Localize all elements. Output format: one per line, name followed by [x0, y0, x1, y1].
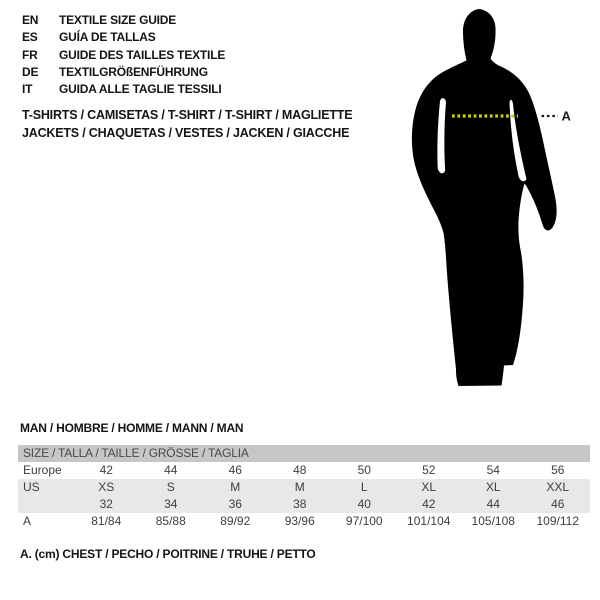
table-cell: 54 — [486, 463, 500, 477]
table-cell: 50 — [357, 463, 371, 477]
man-silhouette-svg — [400, 0, 600, 400]
table-cell: 105/108 — [471, 514, 515, 528]
footnote-chest-measure: A. (cm) CHEST / PECHO / POITRINE / TRUHE / PETTO — [20, 547, 316, 561]
table-cell: 89/92 — [220, 514, 251, 528]
table-cell: XL — [421, 480, 437, 494]
table-cell: 52 — [422, 463, 436, 477]
table-cell: 85/88 — [155, 514, 186, 528]
lang-label: TEXTILGRÖßENFÜHRUNG — [59, 64, 208, 79]
table-row-us-letter — [18, 479, 590, 496]
garment-line-jackets: JACKETS / CHAQUETAS / VESTES / JACKEN / GIACCHE — [22, 126, 350, 140]
table-cell: S — [166, 480, 175, 494]
lang-row-en — [22, 12, 225, 29]
lang-label: GUIDA ALLE TAGLIE TESSILI — [59, 82, 222, 97]
table-cell: 40 — [357, 497, 371, 511]
row-label: A — [23, 514, 32, 528]
lang-label: TEXTILE SIZE GUIDE — [59, 13, 177, 27]
table-cell: 81/84 — [91, 514, 122, 528]
table-cell: 101/104 — [407, 514, 451, 528]
table-cell: 42 — [422, 497, 436, 511]
table-cell: L — [360, 480, 368, 494]
lang-label: GUÍA DE TALLAS — [59, 30, 156, 45]
table-row-us-numeric — [18, 496, 590, 513]
table-cell: M — [294, 480, 305, 494]
lang-row-es — [22, 29, 225, 46]
size-table — [18, 445, 590, 530]
table-cell: 38 — [293, 497, 307, 511]
table-cell: XXL — [546, 480, 570, 494]
language-list — [22, 12, 225, 98]
lang-code: IT — [22, 82, 33, 97]
garment-type-lines — [22, 106, 352, 142]
table-cell: XL — [485, 480, 501, 494]
table-cell: 34 — [164, 497, 178, 511]
row-label: Europe — [23, 463, 62, 477]
lang-row-it — [22, 81, 225, 98]
man-body-silhouette — [412, 9, 557, 386]
row-label: US — [23, 480, 40, 494]
table-cell: 56 — [551, 463, 565, 477]
table-cell: 97/100 — [345, 514, 383, 528]
table-cell: 109/112 — [536, 514, 579, 528]
table-cell: 46 — [228, 463, 242, 477]
size-table-header: SIZE / TALLA / TAILLE / GRÖSSE / TAGLIA — [18, 445, 590, 462]
man-silhouette-figure — [400, 0, 600, 400]
lang-label: GUIDE DES TAILLES TEXTILE — [59, 47, 226, 62]
table-row-europe — [18, 462, 590, 479]
table-cell: 93/96 — [284, 514, 315, 528]
table-row-chest-a — [18, 513, 590, 530]
lang-row-fr — [22, 47, 225, 64]
measure-label-a: A — [561, 108, 571, 124]
lang-code: FR — [22, 47, 38, 62]
table-cell: M — [230, 480, 241, 494]
table-cell: 42 — [99, 463, 113, 477]
table-cell: 44 — [164, 463, 178, 477]
garment-line-tshirts: T-SHIRTS / CAMISETAS / T-SHIRT / T-SHIRT / MAGLIETTE — [22, 108, 353, 122]
section-title-man: MAN / HOMBRE / HOMME / MANN / MAN — [20, 421, 244, 435]
lang-code: DE — [22, 64, 39, 79]
lang-code: ES — [22, 30, 38, 45]
table-cell: 32 — [99, 497, 113, 511]
table-cell: 48 — [293, 463, 307, 477]
row-label — [18, 496, 74, 513]
table-cell: 44 — [486, 497, 500, 511]
table-cell: 36 — [228, 497, 242, 511]
table-cell: 46 — [551, 497, 565, 511]
lang-row-de — [22, 64, 225, 81]
table-cell: XS — [98, 480, 115, 494]
lang-code: EN — [22, 13, 39, 27]
